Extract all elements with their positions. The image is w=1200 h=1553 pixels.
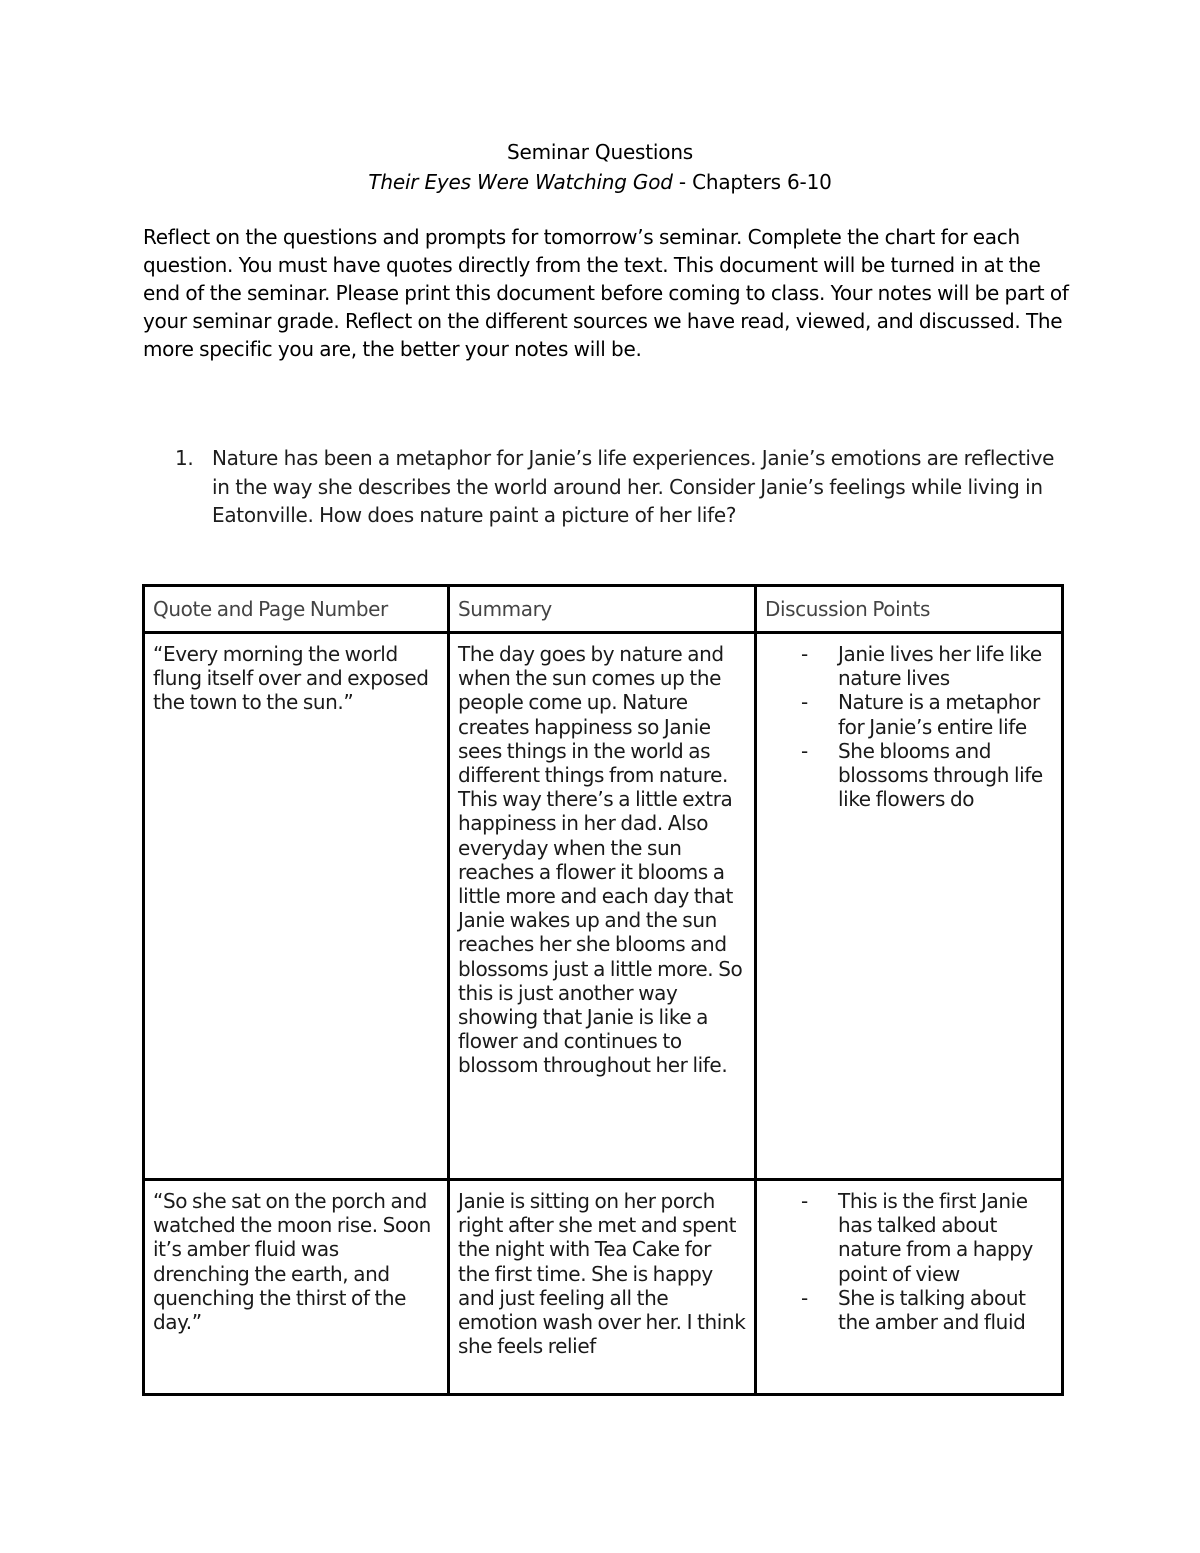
summary-cell: Janie is sitting on her porch right after she met and spent the night with Tea Cake for the first time. She is happy and just feeling all the emotion wash over her. I think she feels relief xyxy=(449,1180,756,1395)
dash-bullet: - xyxy=(801,1189,808,1213)
table-row xyxy=(144,633,1063,1180)
question-number: 1. xyxy=(175,446,194,470)
seminar-chart-table xyxy=(142,584,1064,1396)
instructions-paragraph: Reflect on the questions and prompts for tomorrow’s seminar. Complete the chart for each question. You must have quotes directly from the text. This document will be turned in at the end of the seminar. Please print this document before coming to class. Your notes will be part of your seminar grade. Reflect on the different sources we have read, viewed, and discussed. The more specific you are, the better your notes will be. xyxy=(143,225,1069,361)
discussion-cell xyxy=(756,1180,1063,1395)
table-header-row xyxy=(144,586,1063,633)
discussion-point-text: This is the first Janie has talked about nature from a happy point of view xyxy=(838,1189,1033,1286)
table-row xyxy=(144,1180,1063,1395)
discussion-point xyxy=(765,690,1053,738)
chapters-label: - Chapters 6-10 xyxy=(672,170,832,194)
discussion-point-text: She is talking about the amber and fluid xyxy=(838,1285,1026,1335)
discussion-cell xyxy=(756,633,1063,1180)
column-header-discussion: Discussion Points xyxy=(756,586,1063,633)
column-header-quote: Quote and Page Number xyxy=(144,586,449,633)
question-text: Nature has been a metaphor for Janie’s life experiences. Janie’s emotions are reflective in the way she describes the world around her. Consider Janie’s feelings while living in Eatonville. How does nature paint a picture of her life? xyxy=(212,446,1055,527)
book-title: Their Eyes Were Watching God xyxy=(368,170,673,194)
quote-cell: “So she sat on the porch and watched the moon rise. Soon it’s amber fluid was drenching the earth, and quenching the thirst of the day.” xyxy=(144,1180,449,1395)
page-subtitle xyxy=(0,167,1200,197)
discussion-point-text: She blooms and blossoms through life like flowers do xyxy=(838,738,1043,812)
page-title: Seminar Questions xyxy=(506,140,694,164)
dash-bullet: - xyxy=(801,690,808,715)
discussion-list xyxy=(765,642,1053,811)
discussion-list xyxy=(765,1189,1053,1334)
summary-cell: The day goes by nature and when the sun comes up the people come up. Nature creates happiness so Janie sees things in the world as different things from nature. This way there’s a little extra happiness in her dad. Also everyday when the sun reaches a flower it blooms a little more and each day that Janie wakes up and the sun reaches her she blooms and blossoms just a little more. So this is just another way showing that Janie is like a flower and continues to blossom throughout her life. xyxy=(449,633,756,1180)
column-header-summary: Summary xyxy=(449,586,756,633)
dash-bullet: - xyxy=(801,642,808,666)
dash-bullet: - xyxy=(801,738,808,763)
quote-cell: “Every morning the world flung itself over and exposed the town to the sun.” xyxy=(144,633,449,1180)
dash-bullet: - xyxy=(801,1285,808,1310)
discussion-point xyxy=(765,1286,1053,1334)
discussion-point-text: Janie lives her life like nature lives xyxy=(838,642,1042,691)
discussion-point-text: Nature is a metaphor for Janie’s entire life xyxy=(838,690,1040,739)
discussion-point xyxy=(765,642,1053,690)
discussion-point xyxy=(765,1189,1053,1286)
discussion-point xyxy=(765,739,1053,812)
